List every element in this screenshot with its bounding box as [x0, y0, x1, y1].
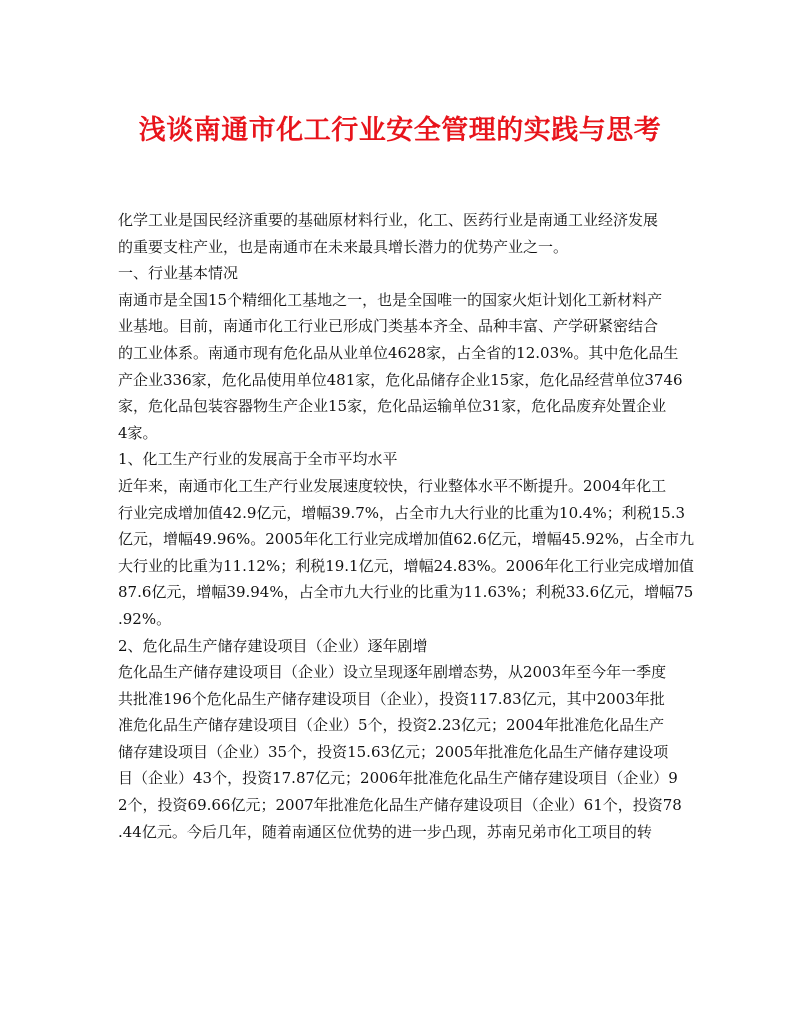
text-line: 产企业336家，危化品使用单位481家，危化品储存企业15家，危化品经营单位3746 — [118, 370, 683, 389]
document-title: 浅谈南通市化工行业安全管理的实践与思考 — [138, 115, 662, 146]
text-line: 近年来，南通市化工生产行业发展速度较快，行业整体水平不断提升。2004年化工 — [118, 476, 667, 495]
text-line: 目（企业）43个，投资17.87亿元；2006年批准危化品生产储存建设项目（企业）9 — [118, 769, 678, 788]
text-line: .44亿元。今后几年，随着南通区位优势的进一步凸现，苏南兄弟市化工项目的转 — [118, 822, 652, 841]
text-line: 的工业体系。南通市现有危化品从业单位4628家，占全省的12.03%。其中危化品生 — [118, 343, 679, 362]
text-line: 2个，投资69.66亿元；2007年批准危化品生产储存建设项目（企业）61个，投资78 — [118, 796, 682, 815]
text-line: 储存建设项目（企业）35个，投资15.63亿元；2005年批准危化品生产储存建设项 — [118, 742, 669, 761]
text-line: 87.6亿元，增幅39.94%，占全市九大行业的比重为11.63%；利税33.6亿元，增幅75 — [118, 583, 694, 602]
text-line: 的重要支柱产业，也是南通市在未来最具增长潜力的优势产业之一。 — [118, 237, 569, 256]
text-line: 4家。 — [118, 423, 158, 442]
text-line: 亿元，增幅49.96%。2005年化工行业完成增加值62.6亿元，增幅45.92%，占全市九 — [118, 530, 694, 549]
document-body — [118, 207, 694, 845]
text-line: 危化品生产储存建设项目（企业）设立呈现逐年剧增态势，从2003年至今年一季度 — [118, 663, 667, 682]
subsection-heading: 2、危化品生产储存建设项目（企业）逐年剧增 — [118, 636, 428, 655]
text-line: 家，危化品包装容器物生产企业15家，危化品运输单位31家，危化品废弃处置企业 — [118, 397, 667, 416]
text-line: 行业完成增加值42.9亿元，增幅39.7%，占全市九大行业的比重为10.4%；利税15.3 — [118, 503, 686, 522]
text-line: 业基地。目前，南通市化工行业已形成门类基本齐全、品种丰富、产学研紧密结合 — [118, 317, 659, 336]
text-line: 化学工业是国民经济重要的基础原材料行业，化工、医药行业是南通工业经济发展 — [118, 211, 659, 229]
text-line: 大行业的比重为11.12%；利税19.1亿元，增幅24.83%。2006年化工行业完成增加值 — [118, 556, 694, 575]
subsection-heading: 1、化工生产行业的发展高于全市平均水平 — [118, 450, 398, 469]
text-line: .92%。 — [118, 609, 172, 628]
section-heading: 一、行业基本情况 — [118, 264, 239, 283]
text-line: 共批准196个危化品生产储存建设项目（企业），投资117.83亿元，其中2003年批 — [118, 689, 665, 708]
text-line: 南通市是全国15个精细化工基地之一，也是全国唯一的国家火炬计划化工新材料产 — [118, 290, 663, 309]
text-line: 准危化品生产储存建设项目（企业）5个，投资2.23亿元；2004年批准危化品生产 — [118, 716, 665, 735]
